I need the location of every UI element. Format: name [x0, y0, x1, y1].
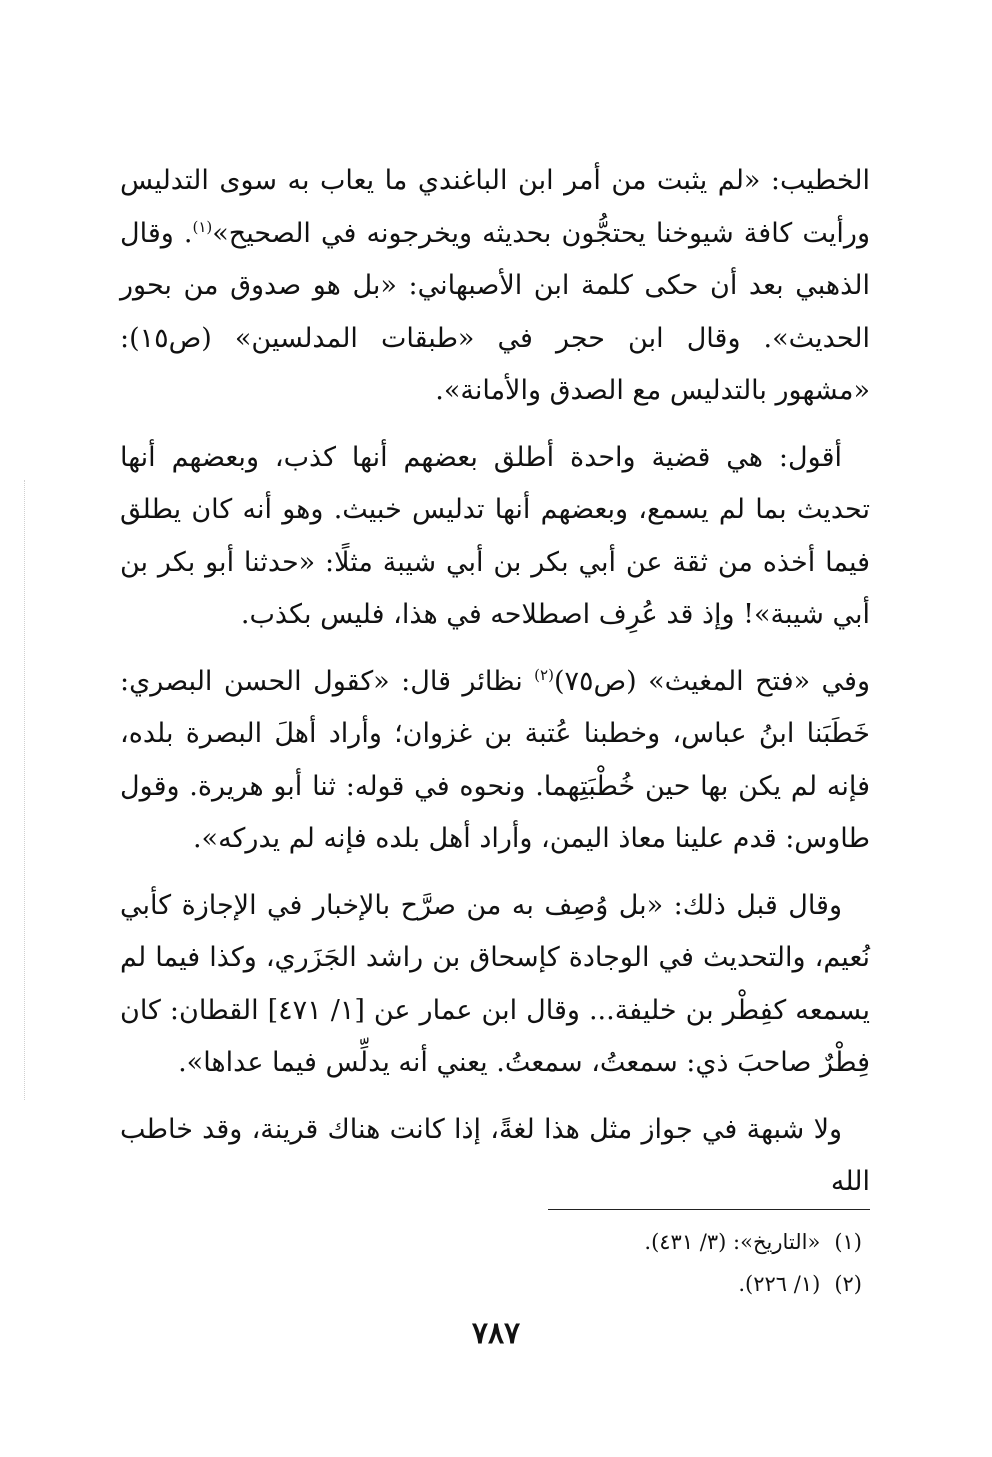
footnote-2-number: (٢)	[834, 1272, 862, 1296]
main-text	[120, 155, 870, 1223]
footnote-1	[644, 1221, 862, 1263]
footnote-1-text: «التاريخ»: (٣/ ٤٣١).	[644, 1230, 821, 1254]
footnote-1-number: (١)	[834, 1230, 862, 1254]
paragraph-5	[120, 1104, 870, 1209]
page-number: ٧٨٧	[471, 1316, 521, 1351]
paragraph-2	[120, 432, 870, 642]
paragraph-3	[120, 656, 870, 866]
paragraph-3-text-a: وفي «فتح المغيث» (ص٧٥)	[553, 665, 871, 697]
paragraph-2-text: أقول: هي قضية واحدة أطلق بعضهم أنها كذب، وبعضهم أنها تحديث بما لم يسمع، وبعضهم أنها تدليس خبيث. وهو أنه كان يطلق فيما أخذه من ثقة عن أبي بكر بن أبي شيبة مثلًا: «حدثنا أبو بكر بن أبي شيبة»! وإذ قد عُرِف اصطلاحه في هذا، فليس بكذب.	[120, 441, 870, 630]
paragraph-4-text: وقال قبل ذلك: «بل وُصِف به من صرَّح بالإخبار في الإجازة كأبي نُعيم، والتحديث في الوجادة كإسحاق بن راشد الجَزَري، وكذا فيما لم يسمعه كفِطْر بن خليفة... وقال ابن عمار عن [١/ ٤٧١] القطان: كان فِطْرٌ صاحبَ ذي: سمعتُ، سمعتُ. يعني أنه يدلِّس فيما عداها».	[120, 889, 871, 1078]
paragraph-3-text-b: نظائر قال: «كقول الحسن البصري: خَطَبَنا ابنُ عباس، وخطبنا عُتبة بن غزوان؛ وأراد أهلَ البصرة بلده، فإنه لم يكن بها حين خُطْبَتِهما. ونحوه في قوله: ثنا أبو هريرة. وقول طاوس: قدم علينا معاذ اليمن، وأراد أهل بلده فإنه لم يدركه».	[120, 665, 870, 854]
footnotes	[644, 1221, 862, 1305]
footnote-2-text: (١/ ٢٢٦).	[738, 1272, 821, 1296]
footnote-2	[644, 1263, 862, 1305]
scan-margin-line	[24, 480, 25, 1100]
footnote-ref-1[interactable]: (١)	[192, 217, 213, 236]
paragraph-1	[120, 155, 870, 418]
footnote-ref-2[interactable]: (٢)	[534, 665, 554, 684]
paragraph-5-text: ولا شبهة في جواز مثل هذا لغةً، إذا كانت هناك قرينة، وقد خاطب الله	[120, 1113, 870, 1197]
paragraph-4	[120, 880, 870, 1090]
footnote-separator	[548, 1209, 870, 1210]
paragraph-1-text-b: . وقال الذهبي بعد أن حكى كلمة ابن الأصبهاني: «بل هو صدوق من بحور الحديث». وقال ابن حجر في «طبقات المدلسين» (ص١٥): «مشهور بالتدليس مع الصدق والأمانة».	[120, 217, 870, 406]
paragraph-1-text-a: الخطيب: «لم يثبت من أمر ابن الباغندي ما يعاب به سوى التدليس ورأيت كافة شيوخنا يحتجُّون بحديثه ويخرجونه في الصحيح»	[120, 165, 870, 249]
